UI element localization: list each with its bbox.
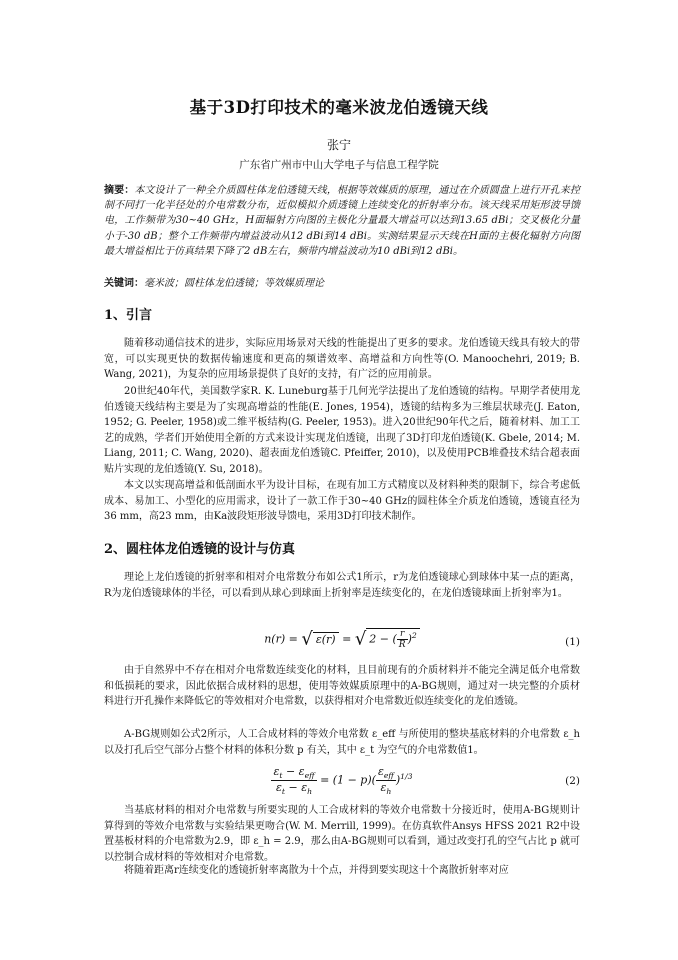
equation-1-formula: n(r) = √ ε(r) = √ 2 − ( $\frac{r}{R}$ )$^2$ xyxy=(104,628,580,650)
equation-2 xyxy=(104,763,580,803)
abstract xyxy=(104,183,580,259)
author-affiliation: 广东省广州市中山大学电子与信息工程学院 xyxy=(239,159,439,171)
paper-title: 基于3D打印技术的毫米波龙伯透镜天线 xyxy=(189,98,489,117)
keywords-text: 毫米波；圆柱体龙伯透镜；等效媒质理论 xyxy=(144,278,324,289)
keywords xyxy=(104,276,580,291)
section-2-paragraph: 由于自然界中不存在相对介电常数连续变化的材料，且目前现有的介质材料并不能完全满足低介电常数和低损耗的要求，因此依据合成材料的思想，使用等效媒质原理中的A-BG规则，通过对一块完整的介质材料进行开孔操作来降低它的等效相对介电常数，以获得相对介电常数近似连续变化的龙伯透镜。 xyxy=(104,665,580,708)
section-2-heading: 2、圆柱体龙伯透镜的设计与仿真 xyxy=(104,542,296,557)
equation-1 xyxy=(104,624,580,660)
section-2-paragraph: 理论上龙伯透镜的折射率和相对介电常数分布如公式1所示，r为龙伯透镜球心到球体中某一点的距离，R为龙伯透镜球体的半径，可以看到从球心到球面上折射率是连续变化的，在龙伯透镜球面上折射率为1。 xyxy=(104,572,580,599)
section-1-heading: 1、引言 xyxy=(104,308,153,323)
section-1-paragraph: 本文以实现高增益和低剖面水平为设计目标，在现有加工方式精度以及材料种类的限制下，综合考虑低成本、易加工、小型化的应用需求，设计了一款工作于30~40 GHz的圆柱体全介质龙伯透镜，透镜直径为36 mm，高23 mm，由Ka波段矩形波导馈电，采用3D打印技术制作。 xyxy=(104,480,580,523)
section-1-paragraph: 20世纪40年代，美国数学家R. K. Luneburg基于几何光学法提出了龙伯透镜的结构。早期学者使用龙伯透镜天线结构主要是为了实现高增益的性能(E. Jones, 1954)，透镜的结构多为三维层状球壳(J. Eaton, 1952; G. Peeler, 1958)或二维平板结构(G. Peeler, 1953)。进入20世纪90年代之后，随着材料、加工工艺的成熟，学者们开始使用全新的方式来设计实现龙伯透镜，出现了3D打印龙伯透镜(K. Gbele, 2014; M. Liang, 2011; C. Wang, 2020)、超表面龙伯透镜C. Pfeiffer, 2010)，以及使用PCB堆叠技术结合超表面贴片实现的龙伯透镜(Y. Su, 2018)。 xyxy=(104,386,580,475)
equation-2-formula: $\frac{\varepsilon_t - \varepsilon_{eff}}{\varepsilon_t - \varepsilon_h}$ = (1 − p)( $\frac{\varepsilon_{eff}}{\varepsilon_h}$ )$^{1/3}$ xyxy=(273,765,413,797)
keywords-label: 关键词： xyxy=(104,278,144,289)
equation-1-number: (1) xyxy=(565,636,580,648)
abstract-label: 摘要： xyxy=(104,185,135,196)
section-1-paragraph: 随着移动通信技术的进步，实际应用场景对天线的性能提出了更多的要求。龙伯透镜天线具有较大的带宽，可以实现更快的数据传输速度和更高的频谱效率、高增益和方向性等(O. Manoochehri, 2019; B. Wang, 2021)，为复杂的应用场景提供了良好的支持，有广泛的应用前景。 xyxy=(104,338,580,381)
abstract-text: 本文设计了一种全介质圆柱体龙伯透镜天线，根据等效媒质的原理，通过在介质圆盘上进行开孔来控制不同打一化半径处的介电常数分布，近似模拟介质透镜上连续变化的折射率分布。该天线采用矩形波导馈电，工作频带为30~40 GHz，H面辐射方向图的主极化分量最大增益可以达到13.65 dBi；交叉极化分量小于-30 dB；整个工作频带内增益波动从12 dBi到14 dBi。实测结果显示天线在H面的主极化辐射方向图最大增益相比于仿真结果下降了2 dB左右，频带内增益波动为10 dBi到12 dBi。 xyxy=(104,185,581,257)
section-2-paragraph: 将随着距离r连续变化的透镜折射率离散为十个点，并得到要实现这十个离散折射率对应 xyxy=(124,865,509,876)
author-name: 张宁 xyxy=(326,138,351,152)
equation-2-number: (2) xyxy=(565,775,580,787)
section-2-paragraph: A-BG规则如公式2所示，人工合成材料的等效介电常数 ε_eff 与所使用的整块基底材料的介电常数 ε_h 以及打孔后空气部分占整个材料的体积分数 p 有关，其中 ε_t 为空气的介电常数值1。 xyxy=(104,729,580,756)
section-2-paragraph: 当基底材料的相对介电常数与所要实现的人工合成材料的等效介电常数十分接近时，使用A-BG规则计算得到的等效介电常数与实验结果更吻合(W. M. Merrill, 1999)。在仿真软件Ansys HFSS 2021 R2中设置基板材料的介电常数为2.9，即 ε_h = 2.9，那么由A-BG规则可以看到，通过改变打孔的空气占比 p 就可以控制合成材料的等效相对介电常数。 xyxy=(104,805,580,863)
